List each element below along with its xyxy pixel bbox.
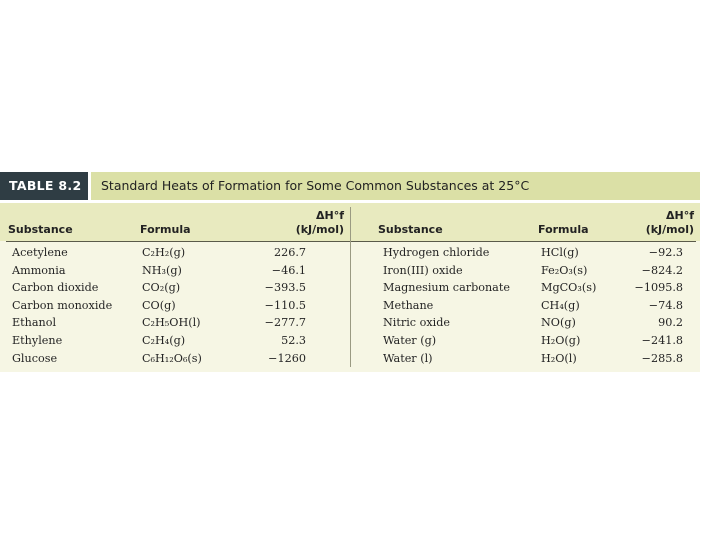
- col-header-formula-right: Formula: [538, 223, 589, 236]
- left-row-dh: 52.3: [281, 334, 306, 347]
- right-row-formula: CH₄(g): [541, 298, 580, 312]
- right-row-formula: NO(g): [541, 316, 576, 330]
- right-row-formula: H₂O(g): [541, 334, 581, 347]
- right-row-dh: −92.3: [648, 246, 683, 259]
- right-row-substance: Nitric oxide: [383, 316, 451, 330]
- left-row-formula: CO(g): [142, 298, 176, 312]
- left-row-formula: CO₂(g): [142, 281, 181, 295]
- right-row-formula: Fe₂O₃(s): [541, 263, 588, 277]
- right-row-substance: Water (g): [383, 334, 437, 347]
- left-row-dh: 226.7: [273, 246, 306, 259]
- col-header-dh-unit-left: (kJ/mol): [295, 223, 344, 236]
- col-header-substance-left: Substance: [8, 223, 73, 236]
- left-row-formula: C₂H₂(g): [142, 246, 186, 259]
- right-row-dh: −1095.8: [634, 281, 683, 295]
- left-row-dh: −277.7: [264, 316, 306, 330]
- left-row-formula: NH₃(g): [142, 263, 182, 277]
- right-row-substance: Magnesium carbonate: [383, 281, 510, 295]
- header-rule: [6, 241, 696, 242]
- left-row-formula: C₆H₁₂O₆(s): [142, 351, 202, 365]
- left-row-substance: Ethanol: [12, 316, 57, 330]
- col-header-dh-right: ΔH°f: [665, 209, 694, 222]
- table-title: Standard Heats of Formation for Some Common Substances at 25°C: [91, 172, 700, 200]
- col-header-dh-unit-right: (kJ/mol): [645, 223, 694, 236]
- right-row-dh: −74.8: [648, 298, 683, 312]
- right-row-substance: Methane: [383, 298, 434, 312]
- col-header-dh-left: ΔH°f: [315, 209, 344, 222]
- left-row-dh: −46.1: [271, 263, 306, 277]
- col-header-substance-right: Substance: [378, 223, 443, 236]
- left-row-formula: C₂H₅OH(l): [142, 316, 201, 330]
- left-row-substance: Carbon dioxide: [12, 281, 99, 295]
- heats-of-formation-table: [0, 172, 700, 372]
- right-row-substance: Water (l): [383, 351, 433, 365]
- left-row-substance: Ethylene: [12, 334, 63, 347]
- column-divider: [350, 207, 351, 367]
- left-row-substance: Ammonia: [12, 263, 66, 277]
- right-row-substance: Hydrogen chloride: [383, 246, 490, 259]
- col-header-formula-left: Formula: [140, 223, 191, 236]
- right-row-formula: MgCO₃(s): [541, 281, 597, 295]
- right-row-dh: −285.8: [641, 351, 683, 365]
- left-row-substance: Glucose: [12, 351, 58, 365]
- right-row-substance: Iron(III) oxide: [383, 263, 463, 277]
- left-row-dh: −393.5: [264, 281, 306, 295]
- right-row-dh: 90.2: [658, 316, 683, 330]
- left-row-dh: −1260: [268, 351, 306, 365]
- left-row-formula: C₂H₄(g): [142, 334, 186, 347]
- right-row-dh: −824.2: [641, 263, 683, 277]
- right-row-dh: −241.8: [641, 334, 683, 347]
- table-label: TABLE 8.2: [0, 172, 88, 200]
- left-row-dh: −110.5: [264, 298, 306, 312]
- right-row-formula: HCl(g): [541, 246, 579, 259]
- right-row-formula: H₂O(l): [541, 351, 577, 365]
- left-row-substance: Acetylene: [12, 246, 68, 259]
- left-row-substance: Carbon monoxide: [12, 298, 113, 312]
